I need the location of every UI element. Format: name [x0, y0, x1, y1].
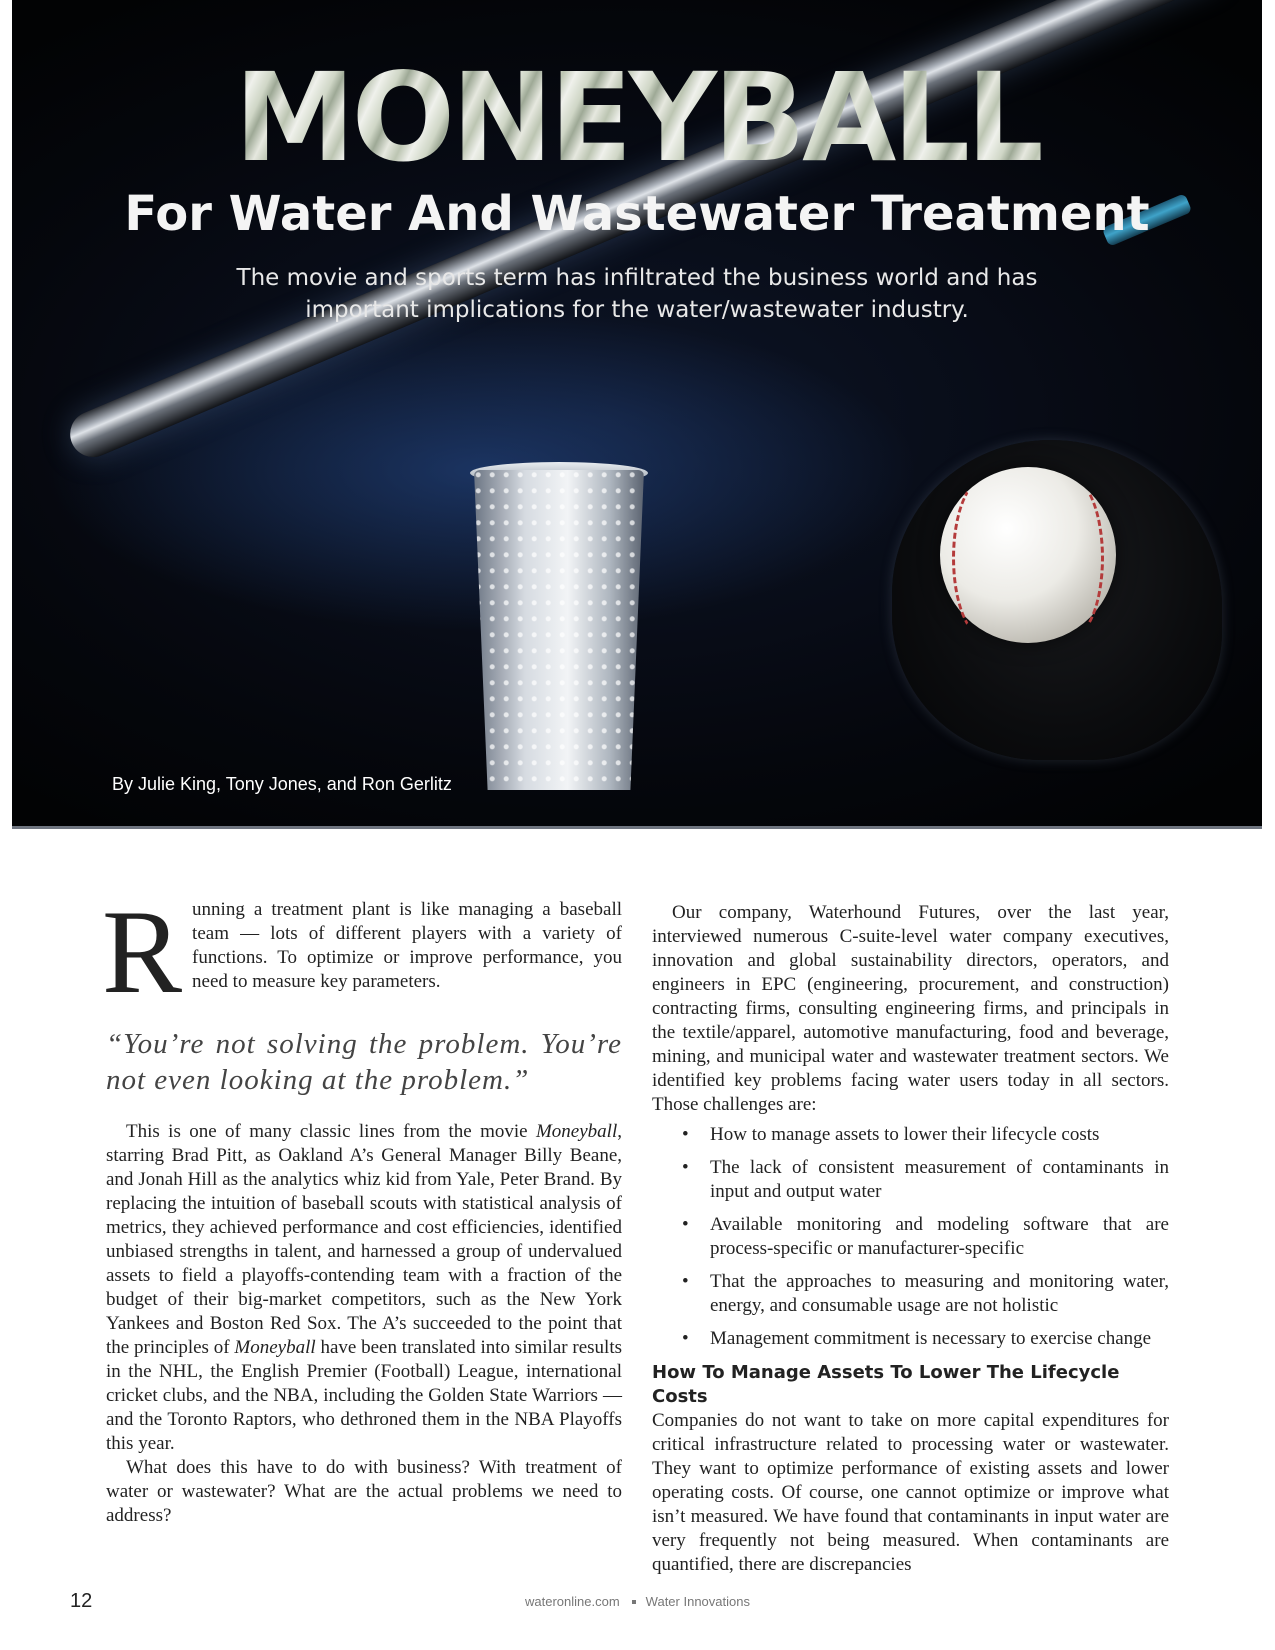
intro-text: unning a treatment plant is like managing a baseball team — lots of different players with a variety of functions. To optimize or improve performance, you need to measure key parameters. [192, 899, 622, 992]
author-byline: By Julie King, Tony Jones, and Ron Gerlitz [112, 774, 452, 794]
p1-text-c: have been translated into similar results in the NHL, the English Premier (Football) League, international cricket clubs, and the NBA, including the Golden State Warriors — and the Toronto Raptors, who dethroned them in the NBA Playoffs this year. [106, 1337, 622, 1454]
bullet-icon: • [682, 1157, 689, 1178]
list-item: • The lack of consistent measurement of contaminants in input and output water [682, 1157, 1169, 1202]
footer-publication: Water Innovations [645, 1594, 750, 1609]
subtitle-line-1: The movie and sports term has infiltrated the business world and has [236, 265, 1038, 291]
hero-banner [12, 0, 1262, 826]
body-paragraph-2: What does this have to do with business? With treatment of water or wastewater? What are the actual problems we need to address? [106, 1457, 622, 1526]
movie-title: Moneyball [535, 1121, 618, 1142]
intro-paragraph [102, 885, 622, 1018]
body-paragraph-1 [106, 1120, 622, 1456]
bullet-icon: • [682, 1124, 689, 1145]
p1-text-a: This is one of many classic lines from the movie [126, 1121, 536, 1142]
left-column [102, 885, 622, 1528]
bullet-icon: • [682, 1214, 689, 1235]
challenges-list [652, 1123, 1169, 1351]
hero-divider [12, 826, 1262, 829]
baseball-image [940, 467, 1116, 643]
article-subtitle [212, 262, 1062, 326]
water-glass-image [474, 470, 644, 790]
p1-text-b: , starring Brad Pitt, as Oakland A’s General Manager Billy Beane, and Jonah Hill as the analytics whiz kid from Yale, Peter Brand. By replacing the intuition of baseball scouts with statistical analysis of metrics, they achieved performance and cost efficiencies, identified unbiased strengths in talent, and harnessed a group of undervalued assets to field a playoffs-contending team with a fraction of the budget of their big-market competitors, such as the New York Yankees and Boston Red Sox. The A’s succeeded to the point that the principles of [106, 1121, 622, 1358]
right-column [652, 901, 1169, 1577]
body-paragraph-4: Companies do not want to take on more capital expenditures for critical infrastructure related to processing water or wastewater. They want to optimize performance of existing assets and lower operating costs. Of course, one cannot optimize or improve what isn’t measured. We have found that contaminants in input water are very frequently not being measured. When contaminants are quantified, there are discrepancies [652, 1410, 1169, 1575]
list-item: • Management commitment is necessary to exercise change [682, 1328, 1152, 1349]
drop-cap: R [102, 885, 183, 1018]
body-paragraph-3: Our company, Waterhound Futures, over the last year, interviewed numerous C-suite-level water company executives, innovation and global sustainability directors, operators, and engineers in EPC (engineering, procurement, and construction) contracting firms, consulting engineering firms, and principals in the textile/apparel, automotive manufacturing, food and beverage, mining, and municipal water and wastewater treatment sectors. We identified key problems facing water users today in all sectors. Those challenges are: [652, 902, 1169, 1115]
footer-site: wateronline.com [525, 1594, 620, 1609]
page-number: 12 [70, 1590, 93, 1612]
pull-quote: “You’re not solving the problem. You’re not even looking at the problem.” [106, 1028, 622, 1096]
separator-icon [632, 1600, 636, 1604]
bullet-icon: • [682, 1271, 689, 1292]
article-title: For Water And Wastewater Treatment [124, 186, 1150, 242]
bullet-icon: • [682, 1328, 689, 1349]
list-item: • That the approaches to measuring and monitoring water, energy, and consumable usage are not holistic [682, 1271, 1169, 1316]
list-item: • Available monitoring and modeling software that are process-specific or manufacturer-specific [682, 1214, 1169, 1259]
page-footer [0, 1594, 1275, 1609]
subtitle-line-2: important implications for the water/wastewater industry. [305, 297, 969, 323]
section-heading: How To Manage Assets To Lower The Lifecycle Costs [652, 1362, 1120, 1407]
list-item: • How to manage assets to lower their lifecycle costs [682, 1124, 1100, 1145]
movie-title: Moneyball [234, 1337, 316, 1358]
moneyball-logo: MONEYBALL [12, 48, 1262, 188]
